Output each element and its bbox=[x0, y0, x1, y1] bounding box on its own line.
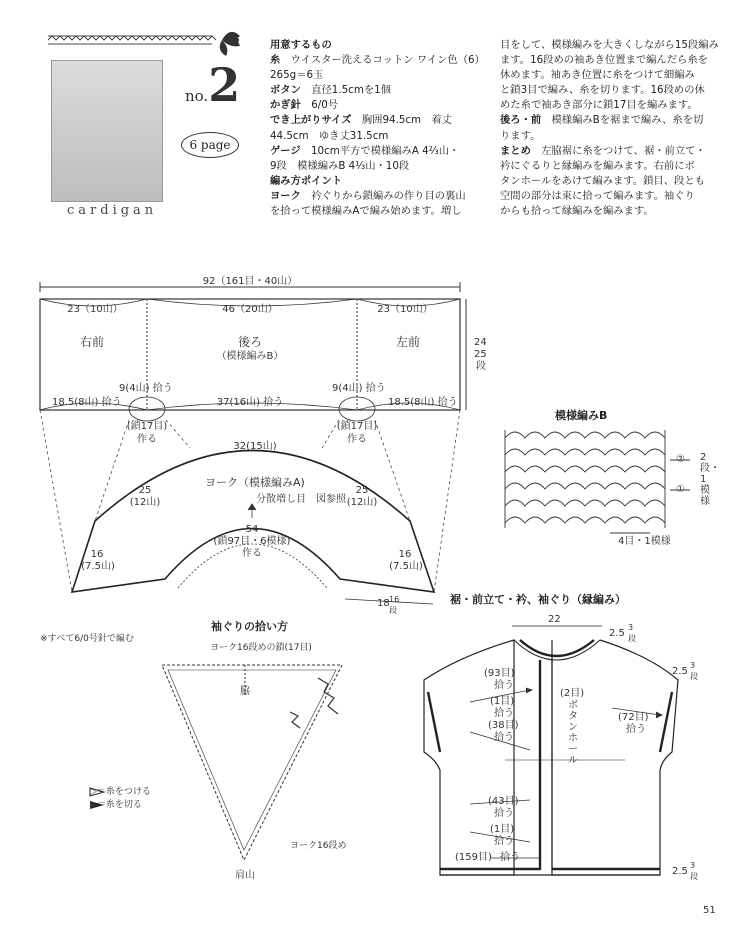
flower-icon bbox=[220, 32, 240, 56]
instruction-line bbox=[500, 129, 722, 144]
pattern-number-value: 2 bbox=[208, 58, 241, 112]
instruction-line bbox=[500, 189, 722, 204]
instruction-line-text: ます。16段めの袖あき位置まで編んだら糸を bbox=[500, 54, 708, 67]
yoke-right-side-sub: (12山) bbox=[346, 497, 378, 508]
yoke-neck-make: 作る bbox=[242, 548, 262, 559]
materials-line-text: ウイスター洗えるコットン ワイン色（6） bbox=[290, 54, 485, 67]
back-label: 後ろ bbox=[237, 335, 262, 349]
instruction-line-label: まとめ bbox=[500, 144, 531, 157]
materials-line bbox=[270, 174, 490, 189]
pickup-43: (43目) bbox=[488, 796, 519, 807]
instruction-line bbox=[500, 83, 722, 98]
bottom-edge-unit: 段 bbox=[690, 872, 698, 881]
yoke-right-edge: 16 bbox=[398, 549, 412, 560]
pattern-b-row-marker-1: ① bbox=[676, 484, 685, 495]
yoke-right-side: 25 bbox=[355, 485, 369, 496]
bottom-edge-rows: 3 bbox=[690, 861, 696, 870]
instruction-line-text: めた糸で袖あき部分に鎖17目を編みます。 bbox=[500, 99, 698, 112]
instruction-line bbox=[500, 204, 722, 219]
bottom-left-pickup: 18.5(8山) 拾う bbox=[52, 397, 122, 408]
right-front-label: 右前 bbox=[80, 335, 105, 349]
decorative-band bbox=[48, 36, 216, 44]
instructions-column bbox=[500, 38, 722, 219]
materials-line bbox=[270, 204, 490, 219]
edging-width: 22 bbox=[548, 614, 561, 625]
yoke-left-side-sub: (12山) bbox=[129, 497, 161, 508]
materials-line-label: でき上がりサイズ bbox=[270, 114, 352, 127]
pickup-159-label: 拾う bbox=[500, 852, 520, 863]
pattern-b-repeat-sts: 4目・1模様 bbox=[618, 536, 671, 547]
yoke-top-label: 32(15山) bbox=[233, 441, 277, 452]
center-width-label: 46（20山） bbox=[222, 304, 278, 315]
materials-line-text: を拾って模様編みAで編み始めます。増し bbox=[270, 205, 462, 218]
edging-title: 裾・前立て・衿、袖ぐり（縁編み） bbox=[450, 593, 626, 606]
materials-line-label: かぎ針 bbox=[270, 99, 301, 112]
materials-line-label: ゲージ bbox=[270, 144, 301, 157]
materials-title: 用意するもの bbox=[270, 39, 332, 51]
materials-line-label: ヨーク bbox=[270, 189, 301, 202]
materials-line bbox=[270, 83, 490, 98]
legend-cut-label: ▶＝糸を切る bbox=[90, 800, 142, 810]
materials-line bbox=[270, 189, 490, 204]
yoke-neck-value: 54 bbox=[245, 524, 259, 535]
back-pattern-label: （模様編みB） bbox=[216, 351, 284, 362]
instruction-line bbox=[500, 144, 722, 159]
yoke-shape bbox=[72, 451, 434, 593]
page-number: 51 bbox=[703, 905, 716, 916]
sleeve-edge-rows: 3 bbox=[690, 661, 696, 670]
materials-column bbox=[270, 38, 490, 219]
yoke-title: ヨーク（模様編みA) bbox=[205, 476, 305, 489]
instruction-line-text: と鎖3目で編み、糸を切ります。16段めの休 bbox=[500, 84, 705, 97]
instruction-line bbox=[500, 159, 722, 174]
yoke-left-edge-sub: (7.5山) bbox=[81, 561, 115, 572]
instruction-line-text: 空間の部分は束に拾って編みます。袖ぐり bbox=[500, 189, 695, 202]
materials-line-text: 6/0号 bbox=[311, 99, 339, 112]
materials-line bbox=[270, 129, 490, 144]
instruction-line bbox=[500, 68, 722, 83]
materials-lines bbox=[270, 53, 490, 219]
pickup-38: (38目) bbox=[488, 720, 519, 731]
materials-line-text: 10cm平方で模様編みA 4⅔山・ bbox=[310, 144, 460, 157]
chain-right-label: (鎖17目) bbox=[336, 421, 378, 432]
yoke-increase-note: 分散増し目 図参照 bbox=[256, 494, 346, 505]
armhole-triangle bbox=[162, 665, 342, 860]
instruction-line bbox=[500, 174, 722, 189]
instruction-lines bbox=[500, 38, 722, 219]
materials-line bbox=[270, 98, 490, 113]
pattern-b-title: 模様編みB bbox=[555, 409, 608, 422]
instruction-line-text: タンホールをあけて編みます。鎖目、段とも bbox=[500, 174, 705, 187]
body-height-sub: 25 bbox=[474, 349, 487, 360]
yoke-left-side: 25 bbox=[138, 485, 152, 496]
pickup-93-label: 拾う bbox=[494, 680, 514, 691]
pattern-number-prefix: no. bbox=[185, 87, 209, 105]
edging-top-right-unit: 段 bbox=[628, 634, 636, 643]
body-height-unit: 段 bbox=[476, 361, 486, 372]
pickup-1b-label: 拾う bbox=[494, 836, 514, 847]
instruction-line-text: 目をして、模様編みを大きくしながら15段編み bbox=[500, 39, 719, 51]
pickup-93: (93目) bbox=[484, 668, 515, 679]
yoke-rows-frac: 16 bbox=[389, 595, 400, 604]
pickup-72: (72目) bbox=[618, 712, 649, 723]
yoke-neck-sub: (鎖97目・6模様) bbox=[213, 536, 291, 547]
materials-line-label: ボタン bbox=[270, 84, 301, 97]
pickup-159: (159目) bbox=[455, 852, 492, 863]
left-front-label: 左前 bbox=[396, 335, 421, 349]
chain-left-make: 作る bbox=[137, 434, 157, 445]
materials-line-label: 編み方ポイント bbox=[270, 174, 343, 187]
chain-left-label: (鎖17目) bbox=[126, 421, 168, 432]
chain-right-make: 作る bbox=[347, 434, 367, 445]
yoke-rows-unit: 段 bbox=[389, 606, 397, 615]
materials-line bbox=[270, 144, 490, 159]
bottom-center-pickup: 37(16山) 拾う bbox=[216, 397, 284, 408]
instruction-line bbox=[500, 98, 722, 113]
edging-top-right: 2.5 bbox=[609, 628, 625, 639]
pattern-number bbox=[185, 58, 241, 112]
instruction-line-text: 模様編みBを裾まで編み、糸を切 bbox=[551, 114, 704, 127]
materials-line-text: 衿ぐりから鎖編みの作り目の裏山 bbox=[311, 189, 466, 202]
bottom-right-pickup: 18.5(8山) 拾う bbox=[388, 397, 458, 408]
pickup-1a-label: 拾う bbox=[494, 708, 514, 719]
page-reference-badge: 6 page bbox=[181, 132, 239, 158]
pickup-72-label: 拾う bbox=[626, 724, 646, 735]
pattern-b-chart bbox=[505, 430, 690, 533]
materials-line-text: 265g＝6玉 bbox=[270, 69, 324, 82]
armhole-title: 袖ぐりの拾い方 bbox=[211, 620, 288, 633]
instruction-line-text: からも拾って縁編みを編みます。 bbox=[500, 205, 654, 218]
right-width-label: 23（10山） bbox=[377, 304, 433, 315]
model-photo bbox=[51, 60, 163, 202]
bottom-edge-value: 2.5 bbox=[672, 866, 688, 877]
materials-line-text: 直径1.5cmを1個 bbox=[311, 84, 391, 97]
materials-line bbox=[270, 159, 490, 174]
sleeve-edge-value: 2.5 bbox=[672, 666, 688, 677]
instruction-line-label: 後ろ・前 bbox=[500, 114, 542, 127]
pickup-1b: (1目) bbox=[490, 824, 515, 835]
armhole-top-label: ヨーク16段めの鎖(17目) bbox=[210, 643, 312, 653]
pickup-43-label: 拾う bbox=[494, 808, 514, 819]
instruction-line-text: ります。 bbox=[500, 129, 541, 142]
materials-line-label: 糸 bbox=[270, 54, 281, 67]
buttonhole-count: (2目) bbox=[560, 688, 585, 699]
sleeve-edge-unit: 段 bbox=[690, 672, 698, 681]
instruction-line bbox=[500, 53, 722, 68]
instruction-line bbox=[500, 113, 722, 128]
pickup-38-label: 拾う bbox=[494, 732, 514, 743]
pattern-b-row-marker-2: ② bbox=[676, 454, 685, 465]
photo-caption: cardigan bbox=[67, 203, 158, 218]
pickup-1a: (1目) bbox=[490, 696, 515, 707]
materials-line bbox=[270, 68, 490, 83]
total-width-label: 92（161目・40山） bbox=[202, 276, 298, 287]
materials-line-text: 胸囲94.5cm 着丈 bbox=[361, 114, 452, 127]
edging-top-right-rows: 3 bbox=[628, 623, 634, 632]
armhole-side-label: 脇 bbox=[240, 686, 250, 697]
left-width-label: 23（10山） bbox=[67, 304, 123, 315]
legend-attach-label: ▷＝糸をつける bbox=[90, 787, 151, 797]
armhole-bottom-label: ヨーク16段め bbox=[290, 841, 347, 851]
body-height-value: 24 bbox=[474, 337, 487, 348]
instruction-line bbox=[500, 38, 722, 53]
materials-line-text: 9段 模様編みB 4⅓山・10段 bbox=[270, 159, 410, 172]
edging-garment bbox=[424, 626, 678, 875]
materials-line-text: 44.5cm ゆき丈31.5cm bbox=[270, 129, 389, 142]
pickup-right-label: 9(4山) 拾う bbox=[332, 383, 386, 394]
needle-note: ※すべて6/0号針で編む bbox=[40, 634, 134, 644]
shoulder-label: 肩山 bbox=[235, 870, 255, 881]
instruction-line-text: 休めます。袖あき位置に糸をつけて細編み bbox=[500, 69, 695, 82]
instruction-line-text: 衿にぐるりと縁編みを編みます。右前にボ bbox=[500, 159, 695, 172]
materials-line bbox=[270, 113, 490, 128]
materials-line bbox=[270, 53, 490, 68]
yoke-left-edge: 16 bbox=[90, 549, 104, 560]
yoke-rows-value: 18 bbox=[377, 598, 390, 609]
yoke-right-edge-sub: (7.5山) bbox=[389, 561, 423, 572]
pickup-left-label: 9(4山) 拾う bbox=[119, 383, 173, 394]
instruction-line-text: 左脇裾に糸をつけて、裾・前立て・ bbox=[541, 144, 706, 157]
buttonhole-label: ボタンホール bbox=[568, 700, 578, 766]
pattern-b-repeat-rows: 2段・1模様 bbox=[700, 452, 720, 507]
